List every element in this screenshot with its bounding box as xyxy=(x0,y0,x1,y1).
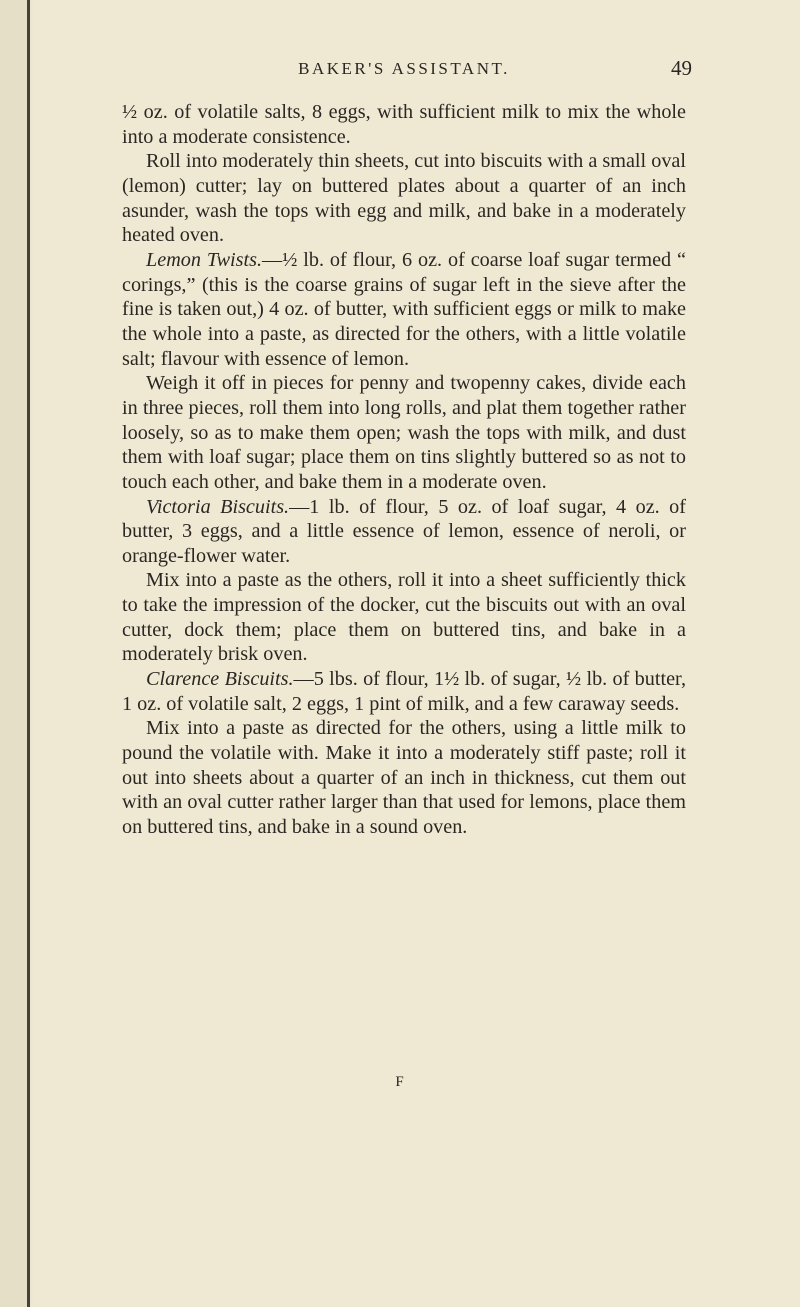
paragraph xyxy=(122,371,686,494)
paragraph-text: Mix into a paste as directed for the others, using a little milk to pound the volatile with. Make it into a moderately stiff paste; roll it out into sheets about a quarter of an inch in thickness, cut them out with an oval cutter rather larger than that used for lemons, place them on buttered tins, and bake in a sound oven. xyxy=(122,717,686,839)
body-text xyxy=(122,100,686,840)
page-binding-line xyxy=(27,0,30,1307)
recipe-heading: Victoria Biscuits. xyxy=(146,495,290,518)
paragraph-text: —5 lbs. of flour, 1½ lb. of sugar, ½ lb. of butter, 1 oz. of volatile salt, 2 eggs, 1 pint of milk, and a few caraway seeds. xyxy=(122,668,686,715)
paragraph xyxy=(122,149,686,248)
recipe-paragraph xyxy=(122,248,686,371)
signature-mark: F xyxy=(395,1074,405,1090)
recipe-heading: Clarence Biscuits. xyxy=(146,668,294,691)
paragraph-text: Weigh it off in pieces for penny and twopenny cakes, divide each in three pieces, roll them into long rolls, and plat them together rather loosely, so as to make them open; wash the tops with milk, and dust them with loaf sugar; place them on tins slightly buttered so as not to touch each other, and bake them in a moderate oven. xyxy=(122,372,686,493)
paragraph xyxy=(122,568,686,667)
recipe-paragraph xyxy=(122,667,686,716)
paragraph-text: —1 lb. of flour, 5 oz. of loaf sugar, 4 oz. of butter, 3 eggs, and a little essence of lemon, essence of neroli, or orange-flower water. xyxy=(122,495,686,567)
paragraph-text: —½ lb. of flour, 6 oz. of coarse loaf sugar termed “ corings,” (this is the coarse grains of sugar left in the sieve after the fine is taken out,) 4 oz. of butter, with sufficient eggs or milk to make the whole into a paste, as directed for the others, with a little volatile salt; flavour with essence of lemon. xyxy=(122,248,686,370)
paragraph xyxy=(122,716,686,839)
paragraph-text: Roll into moderately thin sheets, cut into biscuits with a small oval (lemon) cutter; lay on buttered plates about a quarter of an inch asunder, wash the tops with egg and milk, and bake in a moderately heated oven. xyxy=(122,150,686,247)
running-head xyxy=(124,56,692,85)
recipe-heading: Lemon Twists. xyxy=(146,248,263,271)
paragraph-text: ½ oz. of volatile salts, 8 eggs, with sufficient milk to mix the whole into a moderate consistence. xyxy=(122,101,686,148)
running-title: BAKER'S ASSISTANT. xyxy=(298,59,510,78)
recipe-paragraph xyxy=(122,495,686,569)
paragraph-text: Mix into a paste as the others, roll it into a sheet sufficiently thick to take the impression of the docker, cut the biscuits out with an oval cutter, dock them; place them on buttered tins, and bake in a moderately brisk oven. xyxy=(122,569,686,666)
page-number: 49 xyxy=(671,56,692,80)
paragraph xyxy=(122,100,686,149)
